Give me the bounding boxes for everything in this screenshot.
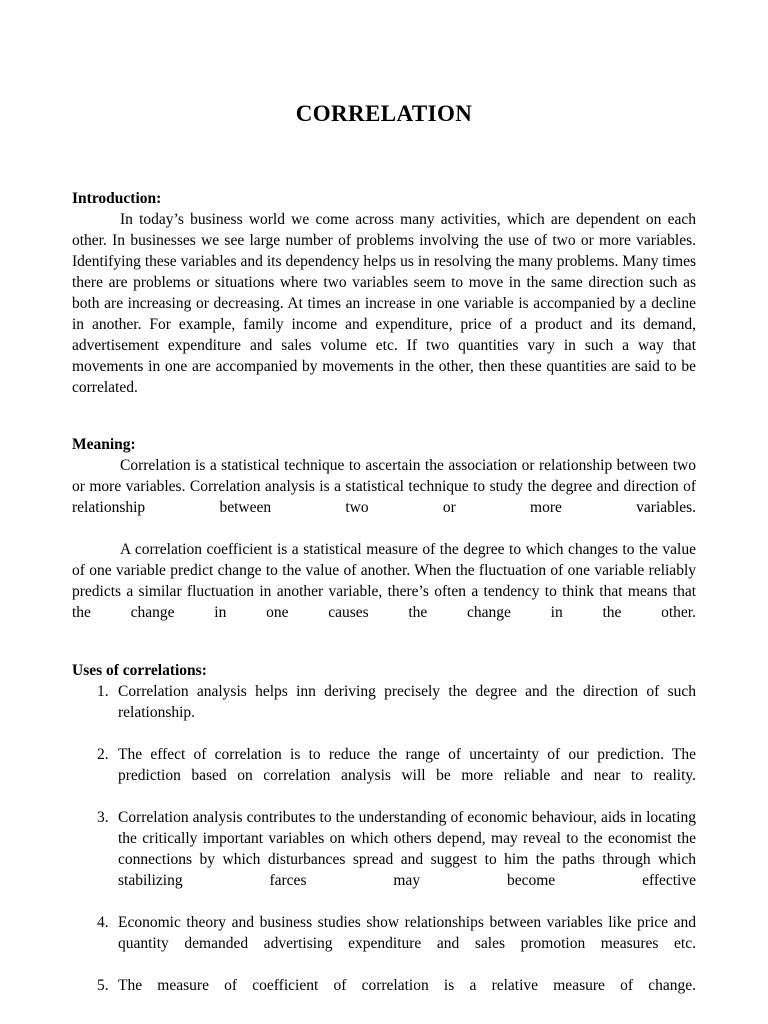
list-item: The effect of correlation is to reduce the range of uncertainty of our prediction. The prediction based on correlation analysis will be more reliable and near to reality. bbox=[118, 746, 696, 785]
uses-of-correlations-list bbox=[72, 681, 696, 1017]
list-item: Correlation analysis contributes to the understanding of economic behaviour, aids in locating the critically important variables on which others depend, may reveal to the economist the connections by which disturbances spread and suggest to him the paths through which stabilizing farces may become effective bbox=[118, 809, 696, 890]
meaning-paragraph-1: Correlation is a statistical technique to ascertain the association or relationship between two or more variables. Correlation analysis is a statistical technique to study the degree and direction of relationship between two or more variables. bbox=[72, 457, 696, 517]
list-item: The measure of coefficient of correlation is a relative measure of change. bbox=[118, 977, 696, 995]
page-title: CORRELATION bbox=[295, 101, 473, 126]
section-heading-uses: Uses of correlations: bbox=[72, 662, 207, 680]
list-item: Economic theory and business studies show relationships between variables like price and quantity demanded advertising expenditure and sales promotion measures etc. bbox=[118, 914, 696, 953]
section-heading-meaning: Meaning: bbox=[72, 436, 136, 454]
page-content bbox=[72, 0, 696, 1017]
introduction-paragraph: In today’s business world we come across many activities, which are dependent on each other. In businesses we see large number of problems involving the use of two or more variables. Identifying these variables and its dependency helps us in resolving the many problems. Many times there are problems or situations where two variables seem to move in the same direction such as both are increasing or decreasing. At times an increase in one variable is accompanied by a decline in another. For example, family income and expenditure, price of a product and its demand, advertisement expenditure and sales volume etc. If two quantities vary in such a way that movements in one are accompanied by movements in the other, then these quantities are said to be correlated. bbox=[72, 211, 696, 397]
section-heading-introduction: Introduction: bbox=[72, 190, 162, 208]
list-item: Correlation analysis helps inn deriving precisely the degree and the direction of such relationship. bbox=[118, 683, 696, 722]
meaning-paragraph-2: A correlation coefficient is a statistical measure of the degree to which changes to the value of one variable predict change to the value of another. When the fluctuation of one variable reliably predicts a similar fluctuation in another variable, there’s often a tendency to think that means that the change in one causes the change in the other. bbox=[72, 541, 696, 622]
